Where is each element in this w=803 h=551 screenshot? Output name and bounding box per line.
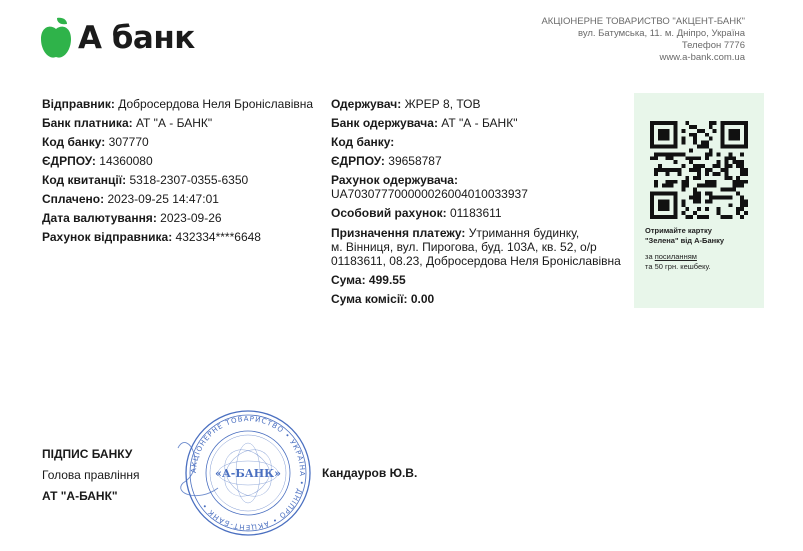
- company-name: АКЦІОНЕРНЕ ТОВАРИСТВО "АКЦЕНТ-БАНК": [541, 16, 745, 27]
- signer-org: АТ "А-БАНК": [42, 489, 118, 503]
- recipient-bank-row: Банк одержувача: АТ "А - БАНК": [331, 116, 518, 130]
- promo-text: Отримайте картку "Зелена" від А-Банку за посиланням та 50 грн. кешбеку.: [645, 226, 725, 271]
- purpose-line-1: Утримання будинку,: [468, 226, 580, 240]
- fee-row: Сума комісії: 0.00: [331, 292, 435, 306]
- promo-line-4: та 50 грн. кешбеку.: [645, 262, 711, 271]
- promo-line-2: "Зелена" від А-Банку: [645, 236, 725, 245]
- qr-promo-panel: [634, 93, 764, 308]
- recipient-bank: АТ "А - БАНК": [441, 116, 518, 130]
- company-site[interactable]: www.a-bank.com.ua: [659, 52, 745, 63]
- company-phone: Телефон 7776: [681, 40, 745, 51]
- stamp-ring-text: АКЦІОНЕРНЕ ТОВАРИСТВО • УКРАЇНА • ДНІПРО • АКЦЕНТ-БАНК •: [189, 414, 307, 532]
- recipient-details: [331, 95, 621, 309]
- qr-code[interactable]: [650, 121, 748, 219]
- recipient-name: ЖРЕР 8, ТОВ: [404, 97, 481, 111]
- value-date-row: Дата валютування: 2023-09-26: [42, 211, 222, 225]
- company-info: [541, 16, 745, 64]
- sender-account-row: Рахунок відправника: 432334****6648: [42, 230, 261, 244]
- sender-name: Добросердова Неля Броніславівна: [118, 97, 314, 111]
- sender-code-row: Код банку: 307770: [42, 135, 149, 149]
- logo-wordmark: А банк: [78, 20, 195, 56]
- sender-bank: АТ "А - БАНК": [135, 116, 213, 130]
- purpose-line-3: 01183611, 08.23, Добросердова Неля Броніславівна: [331, 254, 621, 268]
- sender-account: 432334****6648: [175, 230, 261, 244]
- promo-line-1: Отримайте картку: [645, 226, 712, 235]
- sender-name-row: Відправник: Добросердова Неля Броніславівна: [42, 97, 314, 111]
- signature-title: ПІДПИС БАНКУ: [42, 447, 133, 461]
- recipient-code-row: Код банку:: [331, 135, 395, 149]
- sum-row: Сума: 499.55: [331, 273, 406, 287]
- company-address: вул. Батумська, 11. м. Дніпро, Україна: [577, 28, 745, 39]
- sender-details: [42, 95, 313, 247]
- receipt-code-row: Код квитанції: 5318-2307-0355-6350: [42, 173, 249, 187]
- fee-value: 0.00: [410, 292, 435, 306]
- recipient-edrpou-row: ЄДРПОУ: 39658787: [331, 154, 442, 168]
- purpose-line-2: м. Вінниця, вул. Пирогова, буд. 103А, кв. 52, о/р: [331, 240, 597, 254]
- recipient-edrpou: 39658787: [388, 154, 442, 168]
- signature-block: [42, 444, 140, 507]
- promo-link[interactable]: посиланням: [654, 252, 697, 261]
- value-date: 2023-09-26: [160, 211, 222, 225]
- sender-edrpou-row: ЄДРПОУ: 14360080: [42, 154, 153, 168]
- sender-bank-code: 307770: [108, 135, 149, 149]
- apple-icon: [40, 16, 72, 60]
- recipient-name-row: Одержувач: ЖРЕР 8, ТОВ: [331, 97, 481, 111]
- bank-stamp: [168, 408, 328, 538]
- sender-bank-row: Банк платника: АТ "А - БАНК": [42, 116, 213, 130]
- paid-datetime: 2023-09-25 14:47:01: [107, 192, 219, 206]
- recipient-account-row: Рахунок одержувача: UA703077700000026004010033937: [331, 173, 621, 201]
- bank-logo: [40, 16, 195, 60]
- purpose-row: Призначення платежу: Утримання будинку, м. Вінниця, вул. Пирогова, буд. 103А, кв. 52, о/р 01183611, 08.23, Добросердова Неля Броніславівна: [331, 226, 621, 268]
- sender-edrpou: 14360080: [99, 154, 153, 168]
- paid-row: Сплачено: 2023-09-25 14:47:01: [42, 192, 219, 206]
- receipt-code: 5318-2307-0355-6350: [129, 173, 249, 187]
- personal-account-row: Особовий рахунок: 01183611: [331, 206, 502, 220]
- signer-position: Голова правління: [42, 468, 140, 482]
- recipient-account: UA703077700000026004010033937: [331, 187, 528, 201]
- signer-name: Кандауров Ю.В.: [322, 466, 418, 480]
- personal-account: 01183611: [449, 206, 502, 220]
- sum-value: 499.55: [368, 273, 406, 287]
- stamp-center-text: «А-БАНК»: [214, 467, 282, 480]
